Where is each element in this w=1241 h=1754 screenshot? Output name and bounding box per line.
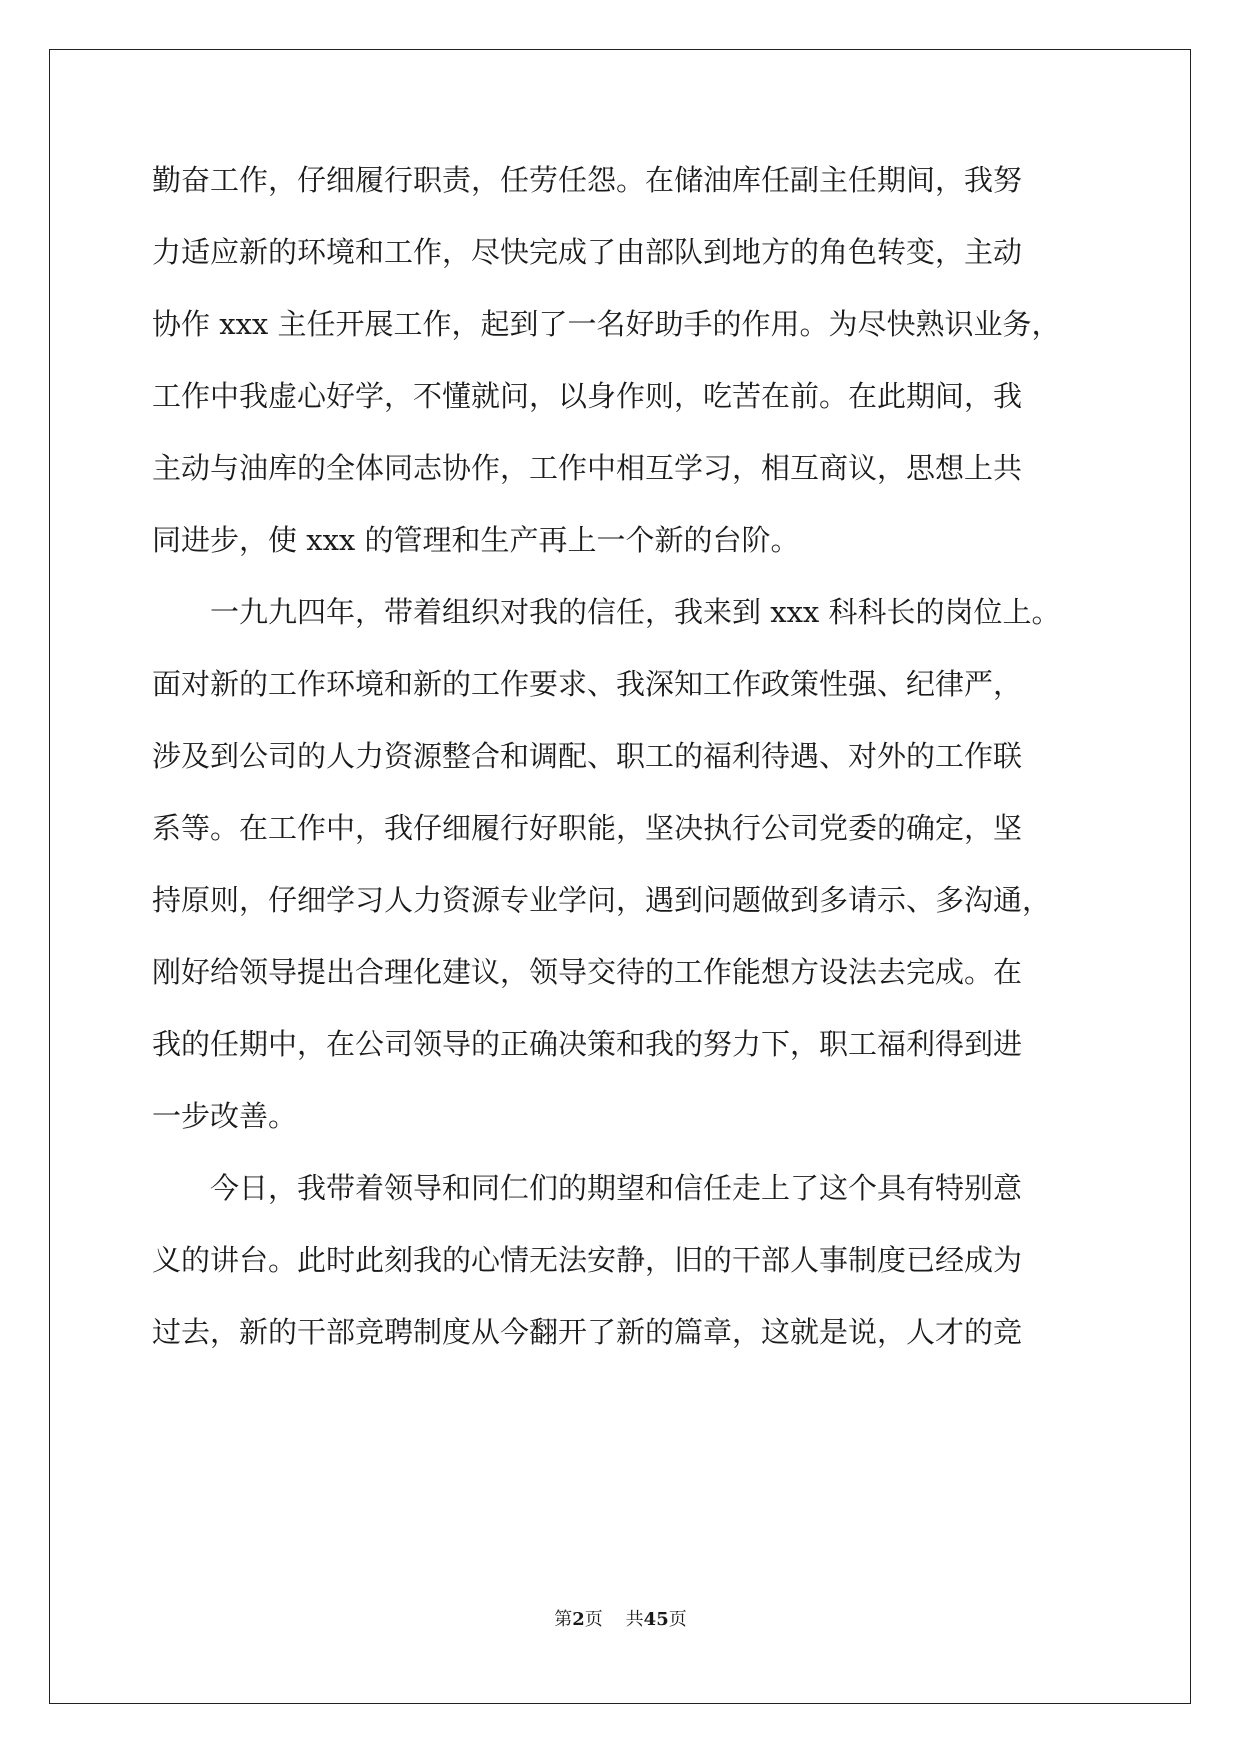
total-label-prefix: 共 [625, 1609, 644, 1630]
page-footer [0, 1607, 1241, 1633]
page-label-prefix: 第 [554, 1609, 573, 1630]
text-line: 力适应新的环境和工作，尽快完成了由部队到地方的角色转变，主动 [152, 235, 1023, 269]
total-pages-number: 45 [643, 1609, 669, 1630]
page-label-suffix: 页 [584, 1609, 603, 1630]
total-label-suffix: 页 [668, 1609, 687, 1630]
paragraph-start-line: 今日，我带着领导和同仁们的期望和信任走上了这个具有特别意 [210, 1171, 1023, 1205]
current-page-number: 2 [572, 1609, 585, 1630]
text-line: 我的任期中，在公司领导的正确决策和我的努力下，职工福利得到进 [152, 1027, 1023, 1061]
text-line: 涉及到公司的人力资源整合和调配、职工的福利待遇、对外的工作联 [152, 739, 1023, 773]
text-line: 面对新的工作环境和新的工作要求、我深知工作政策性强、纪律严， [152, 667, 1023, 701]
text-line: 刚好给领导提出合理化建议，领导交待的工作能想方设法去完成。在 [152, 955, 1023, 989]
text-line: 一步改善。 [152, 1099, 298, 1133]
text-line: 协作 xxx 主任开展工作，起到了一名好助手的作用。为尽快熟识业务， [152, 307, 1061, 341]
text-line: 义的讲台。此时此刻我的心情无法安静，旧的干部人事制度已经成为 [152, 1243, 1023, 1277]
text-line: 持原则，仔细学习人力资源专业学问，遇到问题做到多请示、多沟通， [152, 883, 1052, 917]
text-line: 过去，新的干部竞聘制度从今翻开了新的篇章，这就是说，人才的竞 [152, 1315, 1023, 1349]
text-line: 同进步，使 xxx 的管理和生产再上一个新的台阶。 [152, 523, 800, 557]
text-line: 系等。在工作中，我仔细履行好职能，坚决执行公司党委的确定，坚 [152, 811, 1023, 845]
page-border [49, 49, 1191, 1704]
text-line: 主动与油库的全体同志协作，工作中相互学习，相互商议，思想上共 [152, 451, 1023, 485]
text-line: 勤奋工作，仔细履行职责，任劳任怨。在储油库任副主任期间，我努 [152, 163, 1023, 197]
paragraph-start-line: 一九九四年，带着组织对我的信任，我来到 xxx 科科长的岗位上。 [210, 595, 1061, 629]
text-line: 工作中我虚心好学，不懂就问，以身作则，吃苦在前。在此期间，我 [152, 379, 1023, 413]
